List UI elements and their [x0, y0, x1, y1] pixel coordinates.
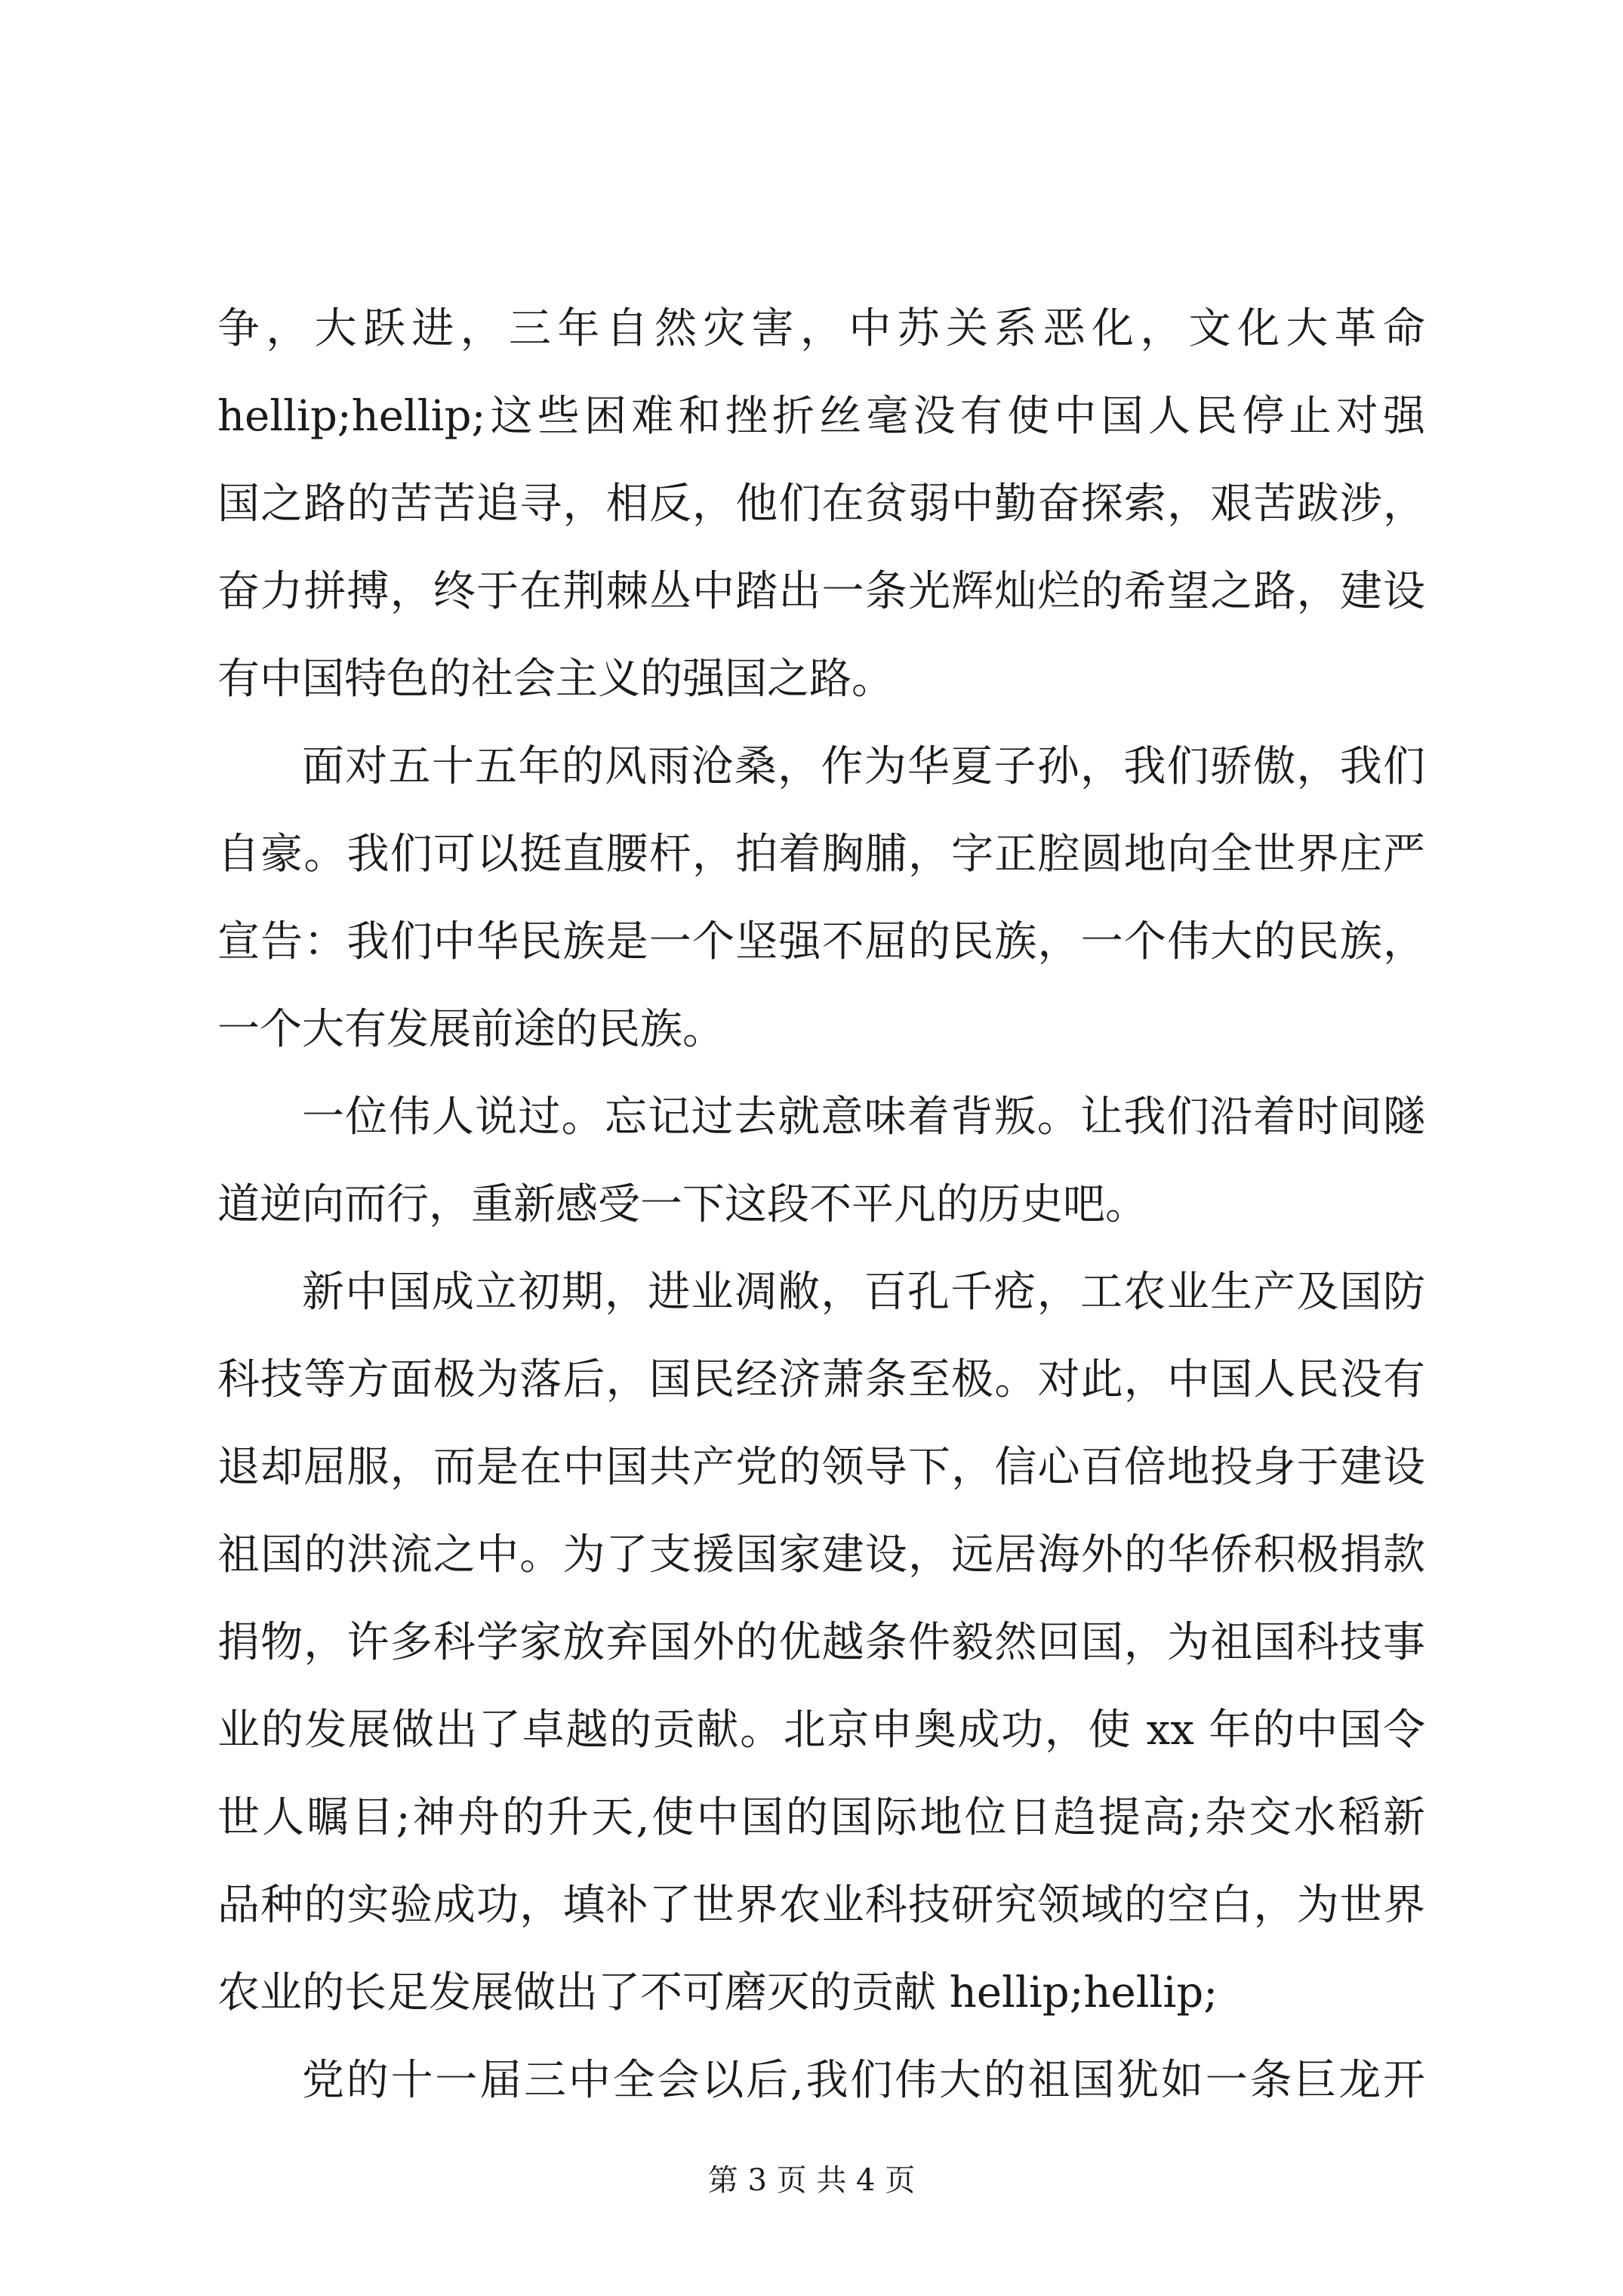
body-line-18: 世人瞩目;神舟的升天,使中国的国际地位日趋提高;杂交水稻新 [217, 1793, 1425, 1842]
body-line-11: 道逆向而行，重新感受一下这段不平凡的历史吧。 [217, 1180, 1147, 1229]
body-line-16: 捐物，许多科学家放弃国外的优越条件毅然回国，为祖国科技事 [217, 1618, 1425, 1667]
body-line-14: 退却屈服，而是在中国共产党的领导下，信心百倍地投身于建设 [217, 1443, 1425, 1492]
body-line-19: 品种的实验成功，填补了世界农业科技研究领域的空白，为世界 [217, 1881, 1425, 1930]
body-line-2: hellip;hellip;这些困难和挫折丝毫没有使中国人民停止对强 [217, 392, 1425, 441]
body-line-21: 党的十一届三中全会以后,我们伟大的祖国犹如一条巨龙开 [302, 2056, 1425, 2105]
body-line-9: 一个大有发展前途的民族。 [217, 1005, 725, 1054]
body-line-3: 国之路的苦苦追寻，相反，他们在贫弱中勤奋探索，艰苦跋涉， [217, 479, 1425, 529]
body-line-7: 自豪。我们可以挺直腰杆，拍着胸脯，字正腔圆地向全世界庄严 [217, 830, 1425, 879]
body-line-20: 农业的长足发展做出了不可磨灭的贡献 hellip;hellip; [217, 1968, 1218, 2017]
body-line-17: 业的发展做出了卓越的贡献。北京申奥成功，使 xx 年的中国令 [217, 1706, 1425, 1755]
body-line-10: 一位伟人说过。忘记过去就意味着背叛。让我们沿着时间隧 [302, 1093, 1425, 1142]
page-footer: 第 3 页 共 4 页 [707, 2163, 916, 2198]
body-line-13: 科技等方面极为落后，国民经济萧条至极。对此，中国人民没有 [217, 1355, 1425, 1404]
body-line-4: 奋力拼搏，终于在荆棘丛中踏出一条光辉灿烂的希望之路，建设 [217, 567, 1425, 616]
body-line-12: 新中国成立初期，进业凋敝，百孔千疮，工农业生产及国防 [302, 1268, 1425, 1317]
body-line-5: 有中国特色的社会主义的强国之路。 [217, 655, 894, 704]
body-line-8: 宣告：我们中华民族是一个坚强不屈的民族，一个伟大的民族， [217, 917, 1425, 966]
body-line-15: 祖国的洪流之中。为了支援国家建设，远居海外的华侨积极捐款 [217, 1530, 1425, 1579]
body-line-6: 面对五十五年的风雨沧桑，作为华夏子孙，我们骄傲，我们 [302, 742, 1425, 791]
body-line-1: 争，大跃进，三年自然灾害，中苏关系恶化，文化大革命 [217, 304, 1425, 353]
